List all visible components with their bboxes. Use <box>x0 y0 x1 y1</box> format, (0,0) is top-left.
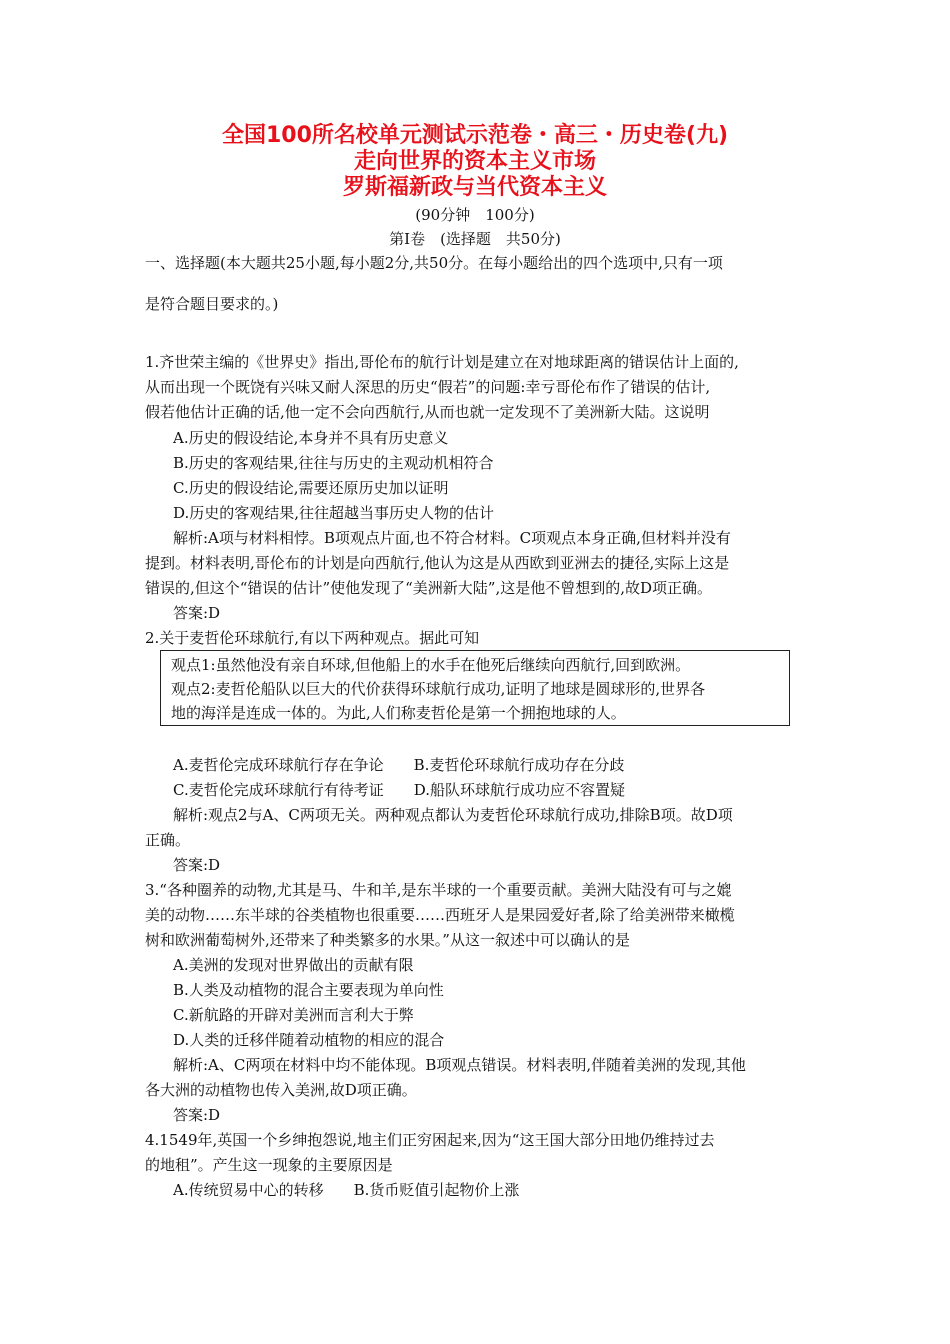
q3-stem: 3.“各种圈养的动物,尤其是马、牛和羊,是东半球的一个重要贡献。美洲大陆没有可与之媲 <box>145 881 732 899</box>
exam-unit-title: 走向世界的资本主义市场 <box>353 149 596 174</box>
exam-title: 全国100所名校单元测试示范卷・高三・历史卷(九) <box>221 123 729 148</box>
q4-options-ab: A.传统贸易中心的转移 B.货币贬值引起物价上涨 <box>173 1181 520 1199</box>
section-instruction-cont: 是符合题目要求的。) <box>145 295 279 313</box>
q1-explanation: 提到。材料表明,哥伦布的计划是向西航行,他认为这是从西欧到亚洲去的捷径,实际上这是 <box>145 554 730 572</box>
exam-time-score: (90分钟 100分) <box>415 206 535 224</box>
q1-stem: 从而出现一个既饶有兴味又耐人深思的历史“假若”的问题:幸亏哥伦布作了错误的估计, <box>145 378 711 396</box>
q4-stem: 4.1549年,英国一个乡绅抱怨说,地主们正穷困起来,因为“这王国大部分田地仍维持过去 <box>145 1131 715 1149</box>
q3-explanation: 解析:A、C两项在材料中均不能体现。B项观点错误。材料表明,伴随着美洲的发现,其他 <box>173 1056 746 1074</box>
q1-option-a: A.历史的假设结论,本身并不具有历史意义 <box>173 429 449 447</box>
q1-stem: 1.齐世荣主编的《世界史》指出,哥伦布的航行计划是建立在对地球距离的错误估计上面的, <box>145 353 739 371</box>
q2-stem: 2.关于麦哲伦环球航行,有以下两种观点。据此可知 <box>145 629 480 647</box>
q2-options-cd: C.麦哲伦完成环球航行有待考证 D.船队环球航行成功应不容置疑 <box>173 781 625 799</box>
q3-answer: 答案:D <box>173 1106 221 1124</box>
q1-explanation: 错误的,但这个“错误的估计”使他发现了“美洲新大陆”,这是他不曾想到的,故D项正确。 <box>145 579 713 597</box>
q1-option-d: D.历史的客观结果,往往超越当事历史人物的估计 <box>173 504 495 522</box>
q1-explanation: 解析:A项与材料相悖。B项观点片面,也不符合材料。C项观点本身正确,但材料并没有 <box>173 529 731 547</box>
q4-stem: 的地租”。产生这一现象的主要原因是 <box>145 1156 393 1174</box>
q3-stem: 树和欧洲葡萄树外,还带来了种类繁多的水果。”从这一叙述中可以确认的是 <box>145 931 630 949</box>
q2-explanation: 解析:观点2与A、C两项无关。两种观点都认为麦哲伦环球航行成功,排除B项。故D项 <box>173 806 733 824</box>
q1-answer: 答案:D <box>173 604 221 622</box>
q2-options-ab: A.麦哲伦完成环球航行存在争论 B.麦哲伦环球航行成功存在分歧 <box>173 756 625 774</box>
q1-option-c: C.历史的假设结论,需要还原历史加以证明 <box>173 479 449 497</box>
q2-explanation: 正确。 <box>145 831 191 849</box>
q3-option-a: A.美洲的发现对世界做出的贡献有限 <box>173 956 414 974</box>
q2-viewpoint-2: 观点2:麦哲伦船队以巨大的代价获得环球航行成功,证明了地球是圆球形的,世界各 <box>171 680 706 698</box>
q3-explanation: 各大洲的动植物也传入美洲,故D项正确。 <box>145 1081 417 1099</box>
q3-option-b: B.人类及动植物的混合主要表现为单向性 <box>173 981 444 999</box>
volume-heading: 第Ⅰ卷 (选择题 共50分) <box>389 230 561 248</box>
q2-viewpoint-box <box>160 650 790 726</box>
q1-option-b: B.历史的客观结果,往往与历史的主观动机相符合 <box>173 454 494 472</box>
q1-stem: 假若他估计正确的话,他一定不会向西航行,从而也就一定发现不了美洲新大陆。这说明 <box>145 403 710 421</box>
q3-option-d: D.人类的迁移伴随着动植物的相应的混合 <box>173 1031 445 1049</box>
exam-unit-subtitle: 罗斯福新政与当代资本主义 <box>342 175 607 200</box>
section-instruction: 一、选择题(本大题共25小题,每小题2分,共50分。在每小题给出的四个选项中,只有一项 <box>145 254 723 272</box>
q2-answer: 答案:D <box>173 856 221 874</box>
q3-stem: 美的动物……东半球的谷类植物也很重要……西班牙人是果园爱好者,除了给美洲带来橄榄 <box>145 906 735 924</box>
q2-viewpoint-1: 观点1:虽然他没有亲自环球,但他船上的水手在他死后继续向西航行,回到欧洲。 <box>171 656 691 674</box>
q3-option-c: C.新航路的开辟对美洲而言利大于弊 <box>173 1006 414 1024</box>
q2-viewpoint-2-cont: 地的海洋是连成一体的。为此,人们称麦哲伦是第一个拥抱地球的人。 <box>171 704 626 722</box>
